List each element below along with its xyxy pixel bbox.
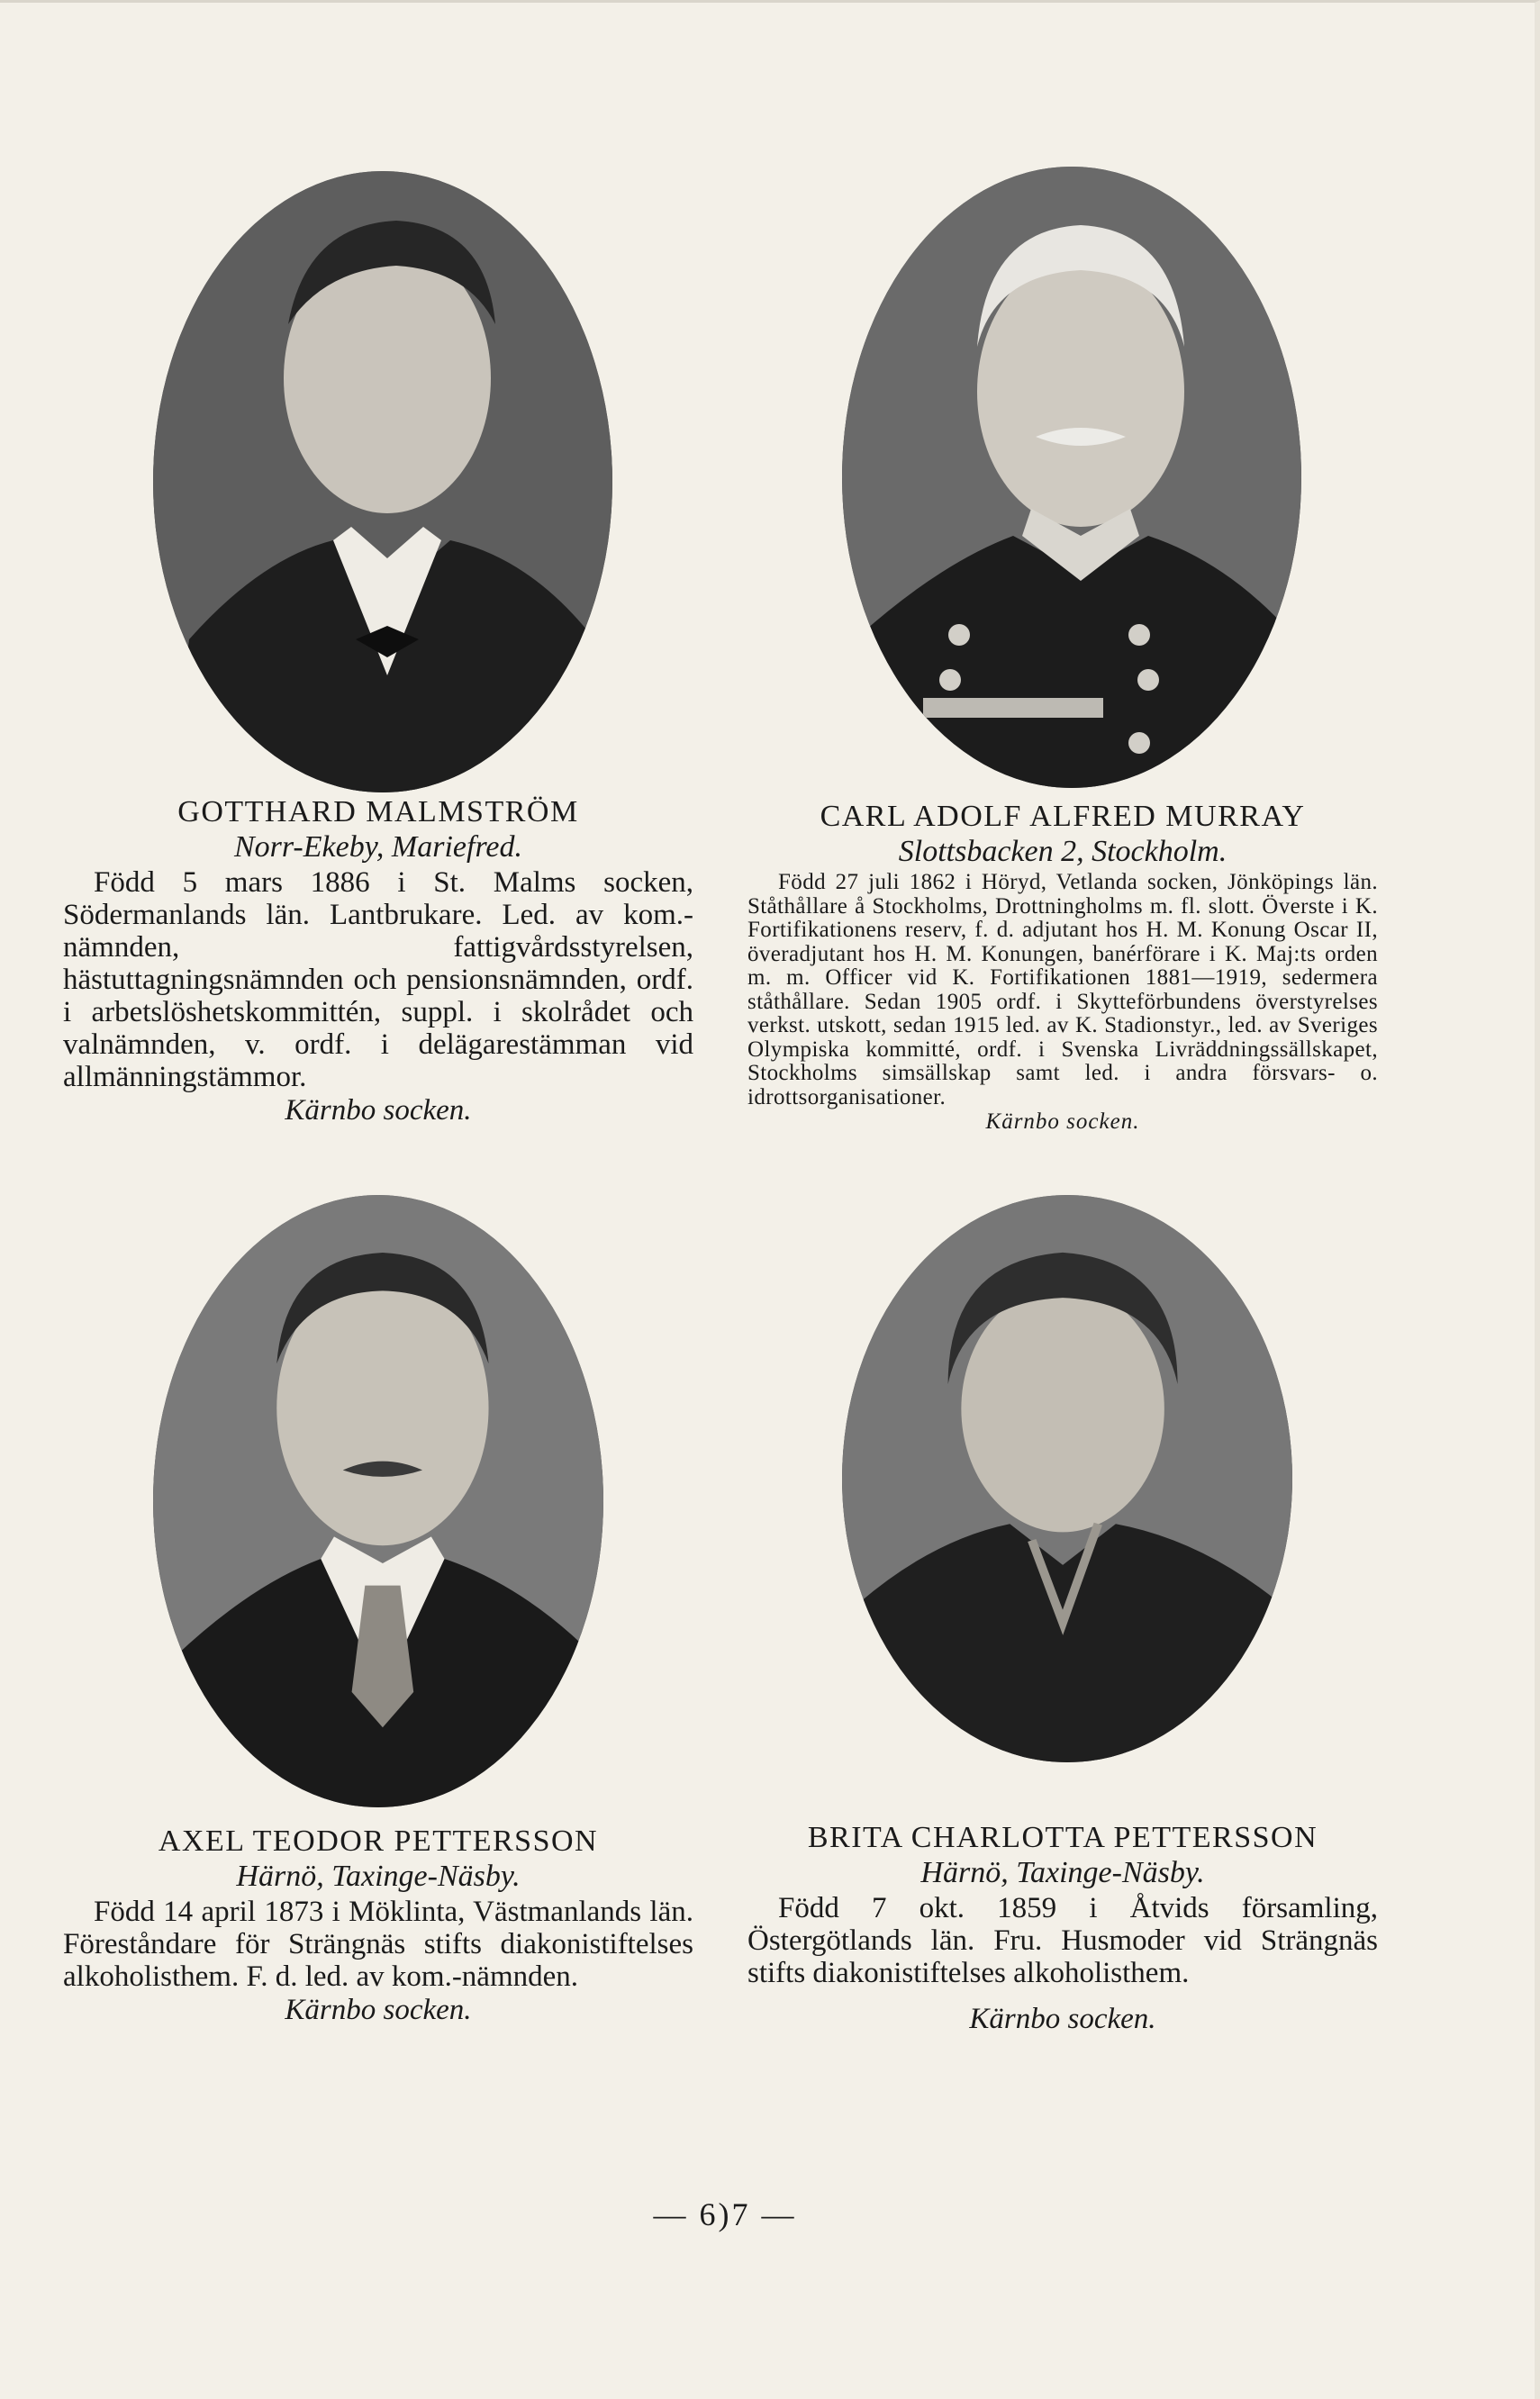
person-name: CARL ADOLF ALFRED MURRAY (820, 800, 1306, 833)
portrait-photo-axel-teodor-pettersson (153, 1195, 603, 1807)
person-biography: Född 7 okt. 1859 i Åtvids församling, Östergötlands län. Fru. Husmoder vid Strängnäs stifts diakonistiftelses alkoholisthem. (747, 1892, 1378, 1989)
person-name: BRITA CHARLOTTA PETTERSSON (807, 1821, 1318, 1854)
caption-gotthard-malmstrom (63, 794, 693, 1127)
portrait-photo-brita-charlotta-pettersson (842, 1195, 1292, 1762)
person-biography: Född 5 mars 1886 i St. Malms socken, Södermanlands län. Lantbrukare. Led. av kom.-nämnden, fattigvårdsstyrelsen, hästuttagningsnämnden och pensionsnämnden, ordf. i arbetslöshetskommittén, suppl. i skolrådet och valnämnden, v. ordf. i delägarestämman vid allmänningstämmor. (63, 866, 693, 1093)
person-address: Härnö, Taxinge-Näsby. (920, 1856, 1205, 1889)
person-address: Norr-Ekeby, Mariefred. (233, 830, 523, 864)
person-parish: Kärnbo socken. (285, 1994, 472, 2026)
person-biography: Född 27 juli 1862 i Höryd, Vetlanda socken, Jönköpings län. Ståthållare å Stockholms, Drottningholms m. fl. slott. Överste i K. Fortifikationens reserv, f. d. adjutant hos H. M. Konung Oscar II, överadjutant hos H. M. Konungen, banérförare i K. Maj:ts orden m. m. Officer vid K. Fortifikationen 1881—1919, sedermera ståthållare. Sedan 1905 ordf. i Skytteförbundens överstyrelses verkst. utskott, sedan 1915 led. av K. Stadionstyr., led. av Sveriges Olympiska kommitté, ordf. i Svenska Livräddningssällskapet, Stockholms simsällskap samt led. i andra försvars- o. idrottsorganisationer. (747, 870, 1378, 1109)
person-parish: Kärnbo socken. (985, 1109, 1140, 1134)
person-parish: Kärnbo socken. (969, 2003, 1156, 2035)
person-name: GOTTHARD MALMSTRÖM (177, 795, 579, 828)
person-biography: Född 14 april 1873 i Möklinta, Västmanlands län. Föreståndare för Strängnäs stifts diakonistiftelses alkoholisthem. F. d. led. av kom.-nämnden. (63, 1896, 693, 1993)
page-number: — 6)7 — (653, 2196, 797, 2232)
person-parish: Kärnbo socken. (285, 1094, 472, 1127)
caption-carl-adolf-alfred-murray (747, 799, 1378, 1135)
person-name: AXEL TEODOR PETTERSSON (158, 1824, 599, 1858)
caption-axel-teodor-pettersson (63, 1824, 693, 2027)
caption-brita-charlotta-pettersson (747, 1820, 1378, 2036)
person-address: Slottsbacken 2, Stockholm. (898, 835, 1227, 868)
person-address: Härnö, Taxinge-Näsby. (236, 1860, 521, 1893)
portrait-photo-gotthard-malmstrom (153, 171, 612, 792)
portrait-photo-carl-adolf-alfred-murray (842, 167, 1301, 788)
